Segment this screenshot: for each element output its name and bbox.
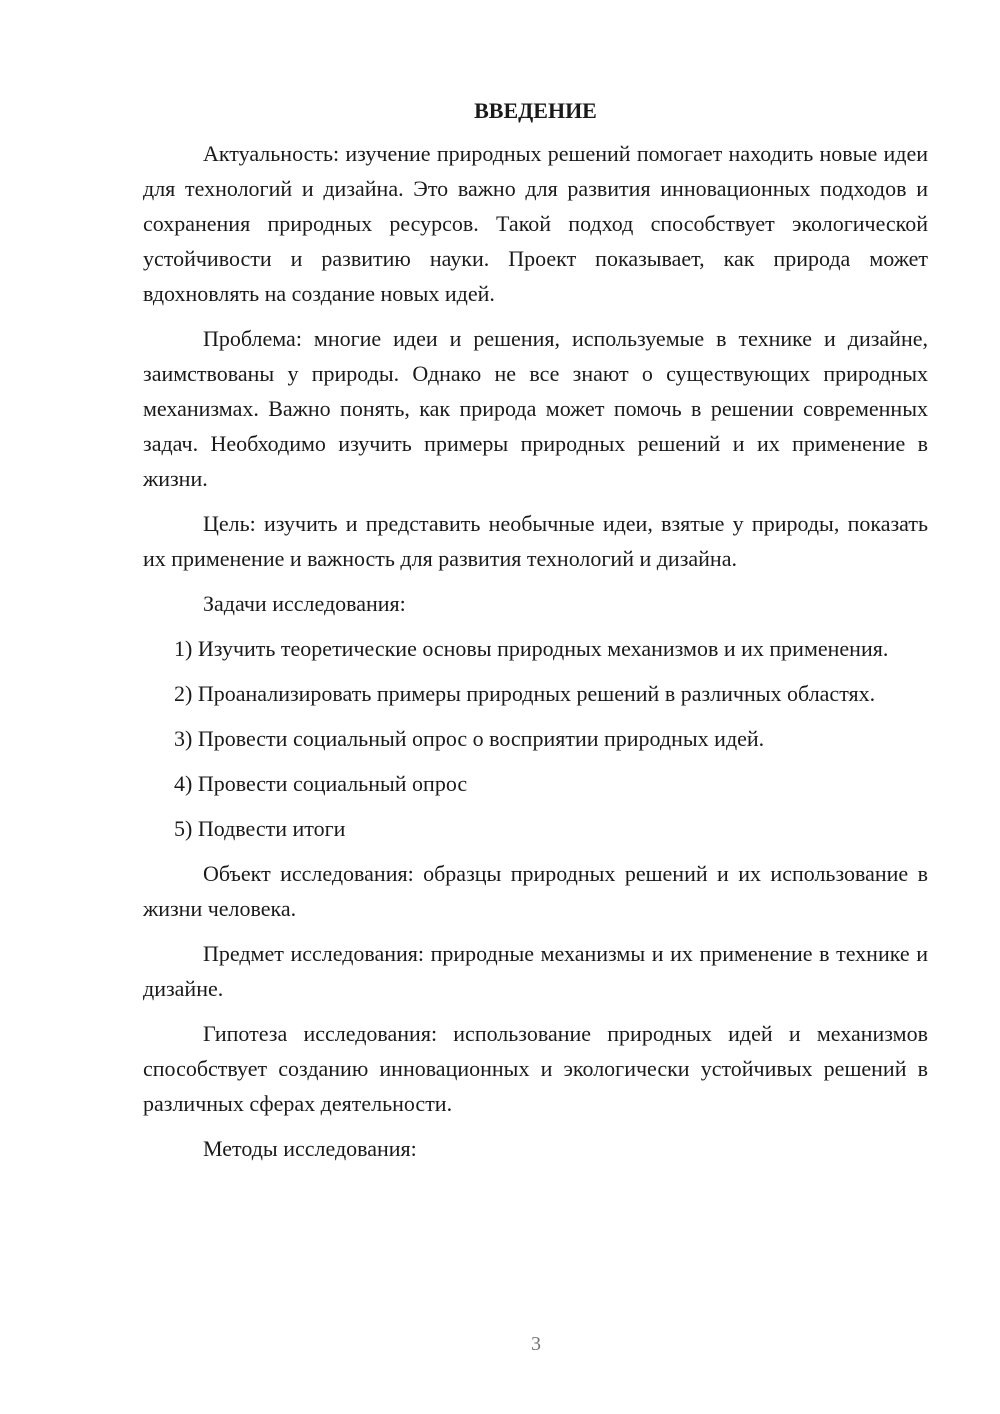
tasks-heading: Задачи исследования: bbox=[203, 591, 406, 616]
hypothesis-paragraph: Гипотеза исследования: использование природных идей и механизмов способствует созданию инновационных и экологически устойчивых решений в различных сферах деятельности. bbox=[143, 1021, 928, 1116]
goal-paragraph: Цель: изучить и представить необычные идеи, взятые у природы, показать их применение и важность для развития технологий и дизайна. bbox=[143, 511, 928, 571]
task-item-3: 3) Провести социальный опрос о восприятии природных идей. bbox=[174, 726, 765, 751]
page-number: 3 bbox=[531, 1333, 541, 1355]
methods-heading: Методы исследования: bbox=[203, 1136, 417, 1161]
relevance-paragraph: Актуальность: изучение природных решений помогает находить новые идеи для технологий и дизайна. Это важно для развития инновационных подходов и сохранения природных ресурсов. Такой подход способствует экологической устойчивости и развитию науки. Проект показывает, как природа может вдохновлять на создание новых идей. bbox=[143, 141, 928, 306]
page-title: ВВЕДЕНИЕ bbox=[474, 98, 597, 123]
task-item-4: 4) Провести социальный опрос bbox=[174, 771, 468, 796]
object-paragraph: Объект исследования: образцы природных решений и их использование в жизни человека. bbox=[143, 861, 928, 921]
task-item-2: 2) Проанализировать примеры природных решений в различных областях. bbox=[174, 681, 876, 706]
problem-paragraph: Проблема: многие идеи и решения, используемые в технике и дизайне, заимствованы у природы. Однако не все знают о существующих природных механизмах. Важно понять, как природа может помочь в решении современных задач. Необходимо изучить примеры природных решений и их применение в жизни. bbox=[143, 326, 928, 491]
subject-paragraph: Предмет исследования: природные механизмы и их применение в технике и дизайне. bbox=[143, 941, 928, 1001]
task-item-5: 5) Подвести итоги bbox=[174, 816, 346, 841]
task-item-1: 1) Изучить теоретические основы природных механизмов и их применения. bbox=[174, 636, 889, 661]
document-page bbox=[143, 96, 928, 1176]
